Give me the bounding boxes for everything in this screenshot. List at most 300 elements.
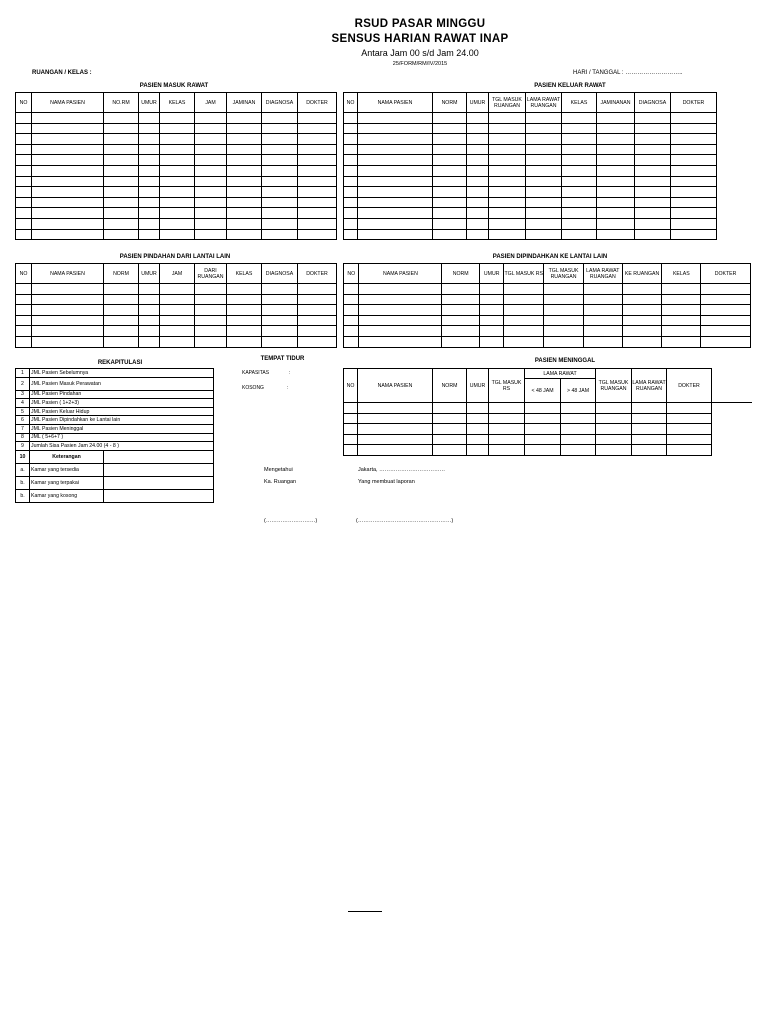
blank-cell	[32, 336, 104, 347]
blank-cell	[489, 413, 525, 424]
blank-cell	[442, 336, 480, 347]
rekap-label: JML ( 5+6+7 )	[30, 433, 214, 442]
blank-cell	[298, 218, 337, 229]
blank-cell	[358, 134, 433, 145]
blank-cell	[104, 123, 139, 134]
blank-cell	[160, 197, 195, 208]
rekap-no: 9	[16, 442, 30, 451]
blank-cell	[298, 336, 337, 347]
pasien-pindahan-title: PASIEN PINDAHAN DARI LANTAI LAIN	[119, 254, 231, 260]
blank-cell	[596, 403, 632, 414]
blank-cell	[139, 305, 160, 316]
tempat-tidur-title: TEMPAT TIDUR	[260, 356, 305, 362]
blank-cell	[32, 155, 104, 166]
blank-cell	[262, 113, 298, 124]
blank-cell	[16, 187, 32, 198]
blank-cell	[583, 284, 622, 295]
rekap-row	[16, 424, 214, 433]
blank-cell	[359, 305, 442, 316]
blank-cell	[160, 305, 195, 316]
blank-cell	[671, 197, 717, 208]
blank-cell	[504, 294, 544, 305]
blank-cell	[562, 176, 597, 187]
blank-cell	[583, 315, 622, 326]
blank-cell	[544, 284, 584, 295]
blank-cell	[489, 229, 526, 240]
blank-cell	[562, 165, 597, 176]
blank-cell	[489, 424, 525, 435]
blank-cell	[480, 326, 504, 337]
rekap-label: JML Pasien Sebelumnya	[30, 369, 214, 378]
table-row	[344, 413, 752, 424]
table-row	[16, 315, 337, 326]
blank-cell	[467, 208, 489, 219]
rekap-label: JML Pasien Pindahan	[30, 390, 214, 399]
blank-cell	[467, 229, 489, 240]
kamar-value	[104, 463, 214, 476]
col-header: NORM	[433, 93, 467, 113]
table-row	[344, 144, 717, 155]
blank-cell	[344, 284, 359, 295]
blank-cell	[195, 315, 227, 326]
blank-cell	[562, 187, 597, 198]
blank-cell	[344, 155, 358, 166]
blank-cell	[32, 315, 104, 326]
rekap-label: Jumlah Sisa Pasien Jam 24.00 (4 - 8 )	[30, 442, 214, 451]
blank-cell	[583, 294, 622, 305]
rekap-row	[16, 476, 214, 489]
rekapitulasi-table	[15, 368, 214, 503]
blank-cell	[467, 123, 489, 134]
col-header-blank	[712, 369, 752, 403]
blank-cell	[160, 176, 195, 187]
blank-cell	[139, 123, 160, 134]
blank-cell	[104, 113, 139, 124]
blank-cell	[139, 315, 160, 326]
blank-cell	[139, 229, 160, 240]
table-row	[16, 326, 337, 337]
table-row	[344, 176, 717, 187]
col-header: DIAGNOSA	[262, 264, 298, 284]
pasien-pindahan-table	[15, 263, 337, 348]
blank-cell	[561, 424, 596, 435]
col-header: UMUR	[139, 264, 160, 284]
rekap-label: JML Pasien Masuk Perawatan	[30, 377, 214, 390]
blank-cell	[489, 187, 526, 198]
blank-cell	[298, 315, 337, 326]
blank-cell	[489, 123, 526, 134]
table-row	[344, 113, 717, 124]
form-code: 25/FORM/RM/IV/2015	[392, 61, 448, 67]
blank-cell	[433, 123, 467, 134]
blank-cell	[635, 229, 671, 240]
blank-cell	[16, 315, 32, 326]
table-row	[344, 403, 752, 414]
col-header: NORM	[442, 264, 480, 284]
blank-cell	[344, 123, 358, 134]
kosong-label: KOSONG	[242, 385, 264, 391]
blank-cell	[597, 229, 635, 240]
col-header: NO	[344, 93, 358, 113]
blank-cell	[583, 326, 622, 337]
blank-cell	[433, 113, 467, 124]
blank-cell	[635, 187, 671, 198]
blank-cell	[701, 336, 751, 347]
blank-cell	[298, 113, 337, 124]
blank-cell	[489, 165, 526, 176]
blank-cell	[104, 326, 139, 337]
blank-cell	[262, 218, 298, 229]
blank-cell	[632, 434, 667, 445]
blank-cell	[442, 315, 480, 326]
col-header: UMUR	[139, 93, 160, 113]
blank-cell	[227, 134, 262, 145]
col-header: LAMA RAWAT RUANGAN	[583, 264, 622, 284]
col-header: NAMA PASIEN	[358, 369, 433, 403]
blank-cell	[160, 208, 195, 219]
col-header: DOKTER	[701, 264, 751, 284]
blank-cell	[262, 294, 298, 305]
blank-cell	[671, 165, 717, 176]
blank-cell	[562, 144, 597, 155]
col-header: DIAGNOSA	[262, 93, 298, 113]
col-header: TGL MASUK RUANGAN	[489, 93, 526, 113]
col-header: LAMA RAWAT	[525, 369, 596, 379]
blank-cell	[597, 197, 635, 208]
blank-cell	[344, 413, 358, 424]
col-header: NO.RM	[104, 93, 139, 113]
table-row	[16, 113, 337, 124]
blank-cell	[358, 229, 433, 240]
blank-cell	[504, 315, 544, 326]
blank-cell	[227, 229, 262, 240]
blank-cell	[433, 434, 467, 445]
rekap-no: 3	[16, 390, 30, 399]
blank-cell	[227, 336, 262, 347]
blank-cell	[489, 218, 526, 229]
blank-cell	[467, 413, 489, 424]
blank-cell	[489, 155, 526, 166]
blank-cell	[139, 208, 160, 219]
col-header: NAMA PASIEN	[32, 93, 104, 113]
blank-cell	[262, 197, 298, 208]
blank-cell	[433, 403, 467, 414]
blank-cell	[489, 434, 525, 445]
blank-cell	[104, 197, 139, 208]
blank-cell	[104, 218, 139, 229]
table-row	[344, 424, 752, 435]
blank-cell	[195, 155, 227, 166]
col-header: JAM	[160, 264, 195, 284]
blank-cell	[16, 176, 32, 187]
blank-cell	[433, 144, 467, 155]
blank-cell	[671, 176, 717, 187]
blank-cell	[298, 176, 337, 187]
blank-cell	[526, 113, 562, 124]
blank-cell	[671, 187, 717, 198]
blank-cell	[667, 434, 712, 445]
blank-cell	[467, 134, 489, 145]
blank-cell	[701, 326, 751, 337]
blank-cell	[662, 305, 701, 316]
blank-cell	[635, 218, 671, 229]
blank-cell	[227, 284, 262, 295]
rekap-row	[16, 390, 214, 399]
blank-cell	[262, 187, 298, 198]
table-row	[16, 336, 337, 347]
signature-line-pembuat: (……………………………………………)	[356, 518, 454, 524]
blank-cell	[358, 434, 433, 445]
blank-cell	[489, 403, 525, 414]
blank-cell	[622, 336, 662, 347]
blank-cell	[344, 294, 359, 305]
blank-cell	[359, 294, 442, 305]
table-row	[16, 284, 337, 295]
col-header: NORM	[433, 369, 467, 403]
blank-cell	[32, 197, 104, 208]
blank-cell	[227, 326, 262, 337]
blank-cell	[433, 165, 467, 176]
blank-cell	[104, 144, 139, 155]
blank-cell	[344, 424, 358, 435]
blank-cell	[667, 403, 712, 414]
blank-cell	[561, 413, 596, 424]
blank-cell	[32, 144, 104, 155]
blank-cell	[195, 218, 227, 229]
blank-cell	[489, 176, 526, 187]
blank-cell	[227, 187, 262, 198]
table-row	[344, 284, 751, 295]
blank-cell	[262, 305, 298, 316]
blank-cell	[597, 176, 635, 187]
blank-cell	[433, 155, 467, 166]
blank-cell	[635, 165, 671, 176]
blank-cell	[195, 326, 227, 337]
blank-cell	[104, 208, 139, 219]
col-header: TGL MASUK RUANGAN	[596, 369, 632, 403]
blank-cell	[433, 197, 467, 208]
blank-cell	[298, 187, 337, 198]
blank-cell	[227, 294, 262, 305]
blank-cell	[298, 155, 337, 166]
blank-cell	[16, 336, 32, 347]
blank-cell	[433, 413, 467, 424]
blank-cell	[433, 176, 467, 187]
rekap-no: 8	[16, 433, 30, 442]
blank-cell	[195, 176, 227, 187]
blank-cell	[671, 229, 717, 240]
blank-cell	[635, 113, 671, 124]
blank-cell	[298, 197, 337, 208]
blank-cell	[526, 123, 562, 134]
blank-cell	[671, 144, 717, 155]
blank-cell	[358, 144, 433, 155]
blank-cell	[358, 413, 433, 424]
table-row	[344, 187, 717, 198]
blank-cell	[160, 123, 195, 134]
blank-cell	[544, 315, 584, 326]
blank-cell	[467, 187, 489, 198]
blank-cell	[32, 176, 104, 187]
blank-cell	[544, 336, 584, 347]
table-row	[16, 134, 337, 145]
blank-cell	[467, 218, 489, 229]
blank-cell	[139, 165, 160, 176]
blank-cell	[596, 434, 632, 445]
blank-cell	[561, 445, 596, 456]
blank-cell	[160, 294, 195, 305]
blank-cell	[32, 294, 104, 305]
blank-cell	[227, 197, 262, 208]
blank-cell	[526, 144, 562, 155]
blank-cell	[597, 155, 635, 166]
blank-cell	[596, 413, 632, 424]
hari-tanggal-label: HARI / TANGGAL : ………………………..	[573, 70, 683, 76]
rekap-label: JML Pasien Dipindahkan ke Lantai lain	[30, 416, 214, 425]
table-row	[344, 434, 752, 445]
blank-cell	[489, 113, 526, 124]
blank-cell	[562, 113, 597, 124]
table-row	[16, 218, 337, 229]
rekap-row	[16, 489, 214, 502]
blank-cell	[344, 315, 359, 326]
table-row	[16, 208, 337, 219]
blank-cell	[442, 326, 480, 337]
blank-cell	[358, 176, 433, 187]
kamar-label: Kamar yang tersedia	[30, 463, 104, 476]
jakarta-date-label: Jakarta, ………………………………	[358, 467, 446, 473]
blank-cell	[526, 165, 562, 176]
blank-cell	[504, 336, 544, 347]
blank-cell	[480, 305, 504, 316]
blank-cell	[671, 218, 717, 229]
blank-cell	[480, 336, 504, 347]
blank-cell	[195, 294, 227, 305]
blank-cell	[358, 165, 433, 176]
blank-cell	[667, 413, 712, 424]
blank-cell	[344, 403, 358, 414]
blank-cell	[227, 155, 262, 166]
blank-cell	[160, 134, 195, 145]
rekap-row	[16, 433, 214, 442]
time-range: Antara Jam 00 s/d Jam 24.00	[361, 48, 479, 58]
table-row	[344, 134, 717, 145]
col-header: NAMA PASIEN	[359, 264, 442, 284]
blank-cell	[344, 165, 358, 176]
blank-cell	[489, 144, 526, 155]
table-row	[344, 305, 751, 316]
blank-cell	[526, 218, 562, 229]
blank-cell	[358, 424, 433, 435]
col-header: DIAGNOSA	[635, 93, 671, 113]
col-header: DARI RUANGAN	[195, 264, 227, 284]
blank-cell	[344, 305, 359, 316]
blank-cell	[442, 305, 480, 316]
mengetahui-label: Mengetahui	[264, 467, 293, 473]
blank-cell	[562, 134, 597, 145]
blank-cell	[227, 305, 262, 316]
blank-cell	[561, 403, 596, 414]
blank-cell	[195, 123, 227, 134]
blank-cell	[632, 413, 667, 424]
blank-cell	[160, 326, 195, 337]
blank-cell	[635, 123, 671, 134]
blank-cell	[671, 155, 717, 166]
blank-cell	[195, 197, 227, 208]
col-header: NO	[16, 264, 32, 284]
blank-cell	[160, 336, 195, 347]
table-row	[16, 294, 337, 305]
blank-cell	[635, 197, 671, 208]
blank-cell	[32, 123, 104, 134]
rekap-row	[16, 407, 214, 416]
blank-cell	[467, 165, 489, 176]
signature-line-ka-ruangan: (………………………)	[264, 518, 318, 524]
blank-cell	[597, 218, 635, 229]
blank-cell	[160, 218, 195, 229]
blank-cell	[195, 229, 227, 240]
blank-cell	[344, 229, 358, 240]
blank-cell	[632, 403, 667, 414]
rekap-no: b.	[16, 476, 30, 489]
rekap-no: 10	[16, 450, 30, 463]
rekap-label: JML Pasien ( 1+2+3)	[30, 399, 214, 408]
col-header: TGL MASUK RS	[489, 369, 525, 403]
col-header: KELAS	[160, 93, 195, 113]
blank-cell	[701, 284, 751, 295]
blank-cell	[104, 305, 139, 316]
blank-cell	[635, 208, 671, 219]
blank-cell	[104, 176, 139, 187]
rekap-no: a.	[16, 463, 30, 476]
blank-cell	[467, 424, 489, 435]
blank-cell	[442, 284, 480, 295]
blank-cell	[298, 123, 337, 134]
blank-cell	[525, 413, 561, 424]
blank-cell	[701, 305, 751, 316]
blank-cell	[262, 165, 298, 176]
col-header: KE RUANGAN	[622, 264, 662, 284]
pasien-masuk-table	[15, 92, 337, 240]
blank-cell	[16, 134, 32, 145]
blank-cell	[262, 326, 298, 337]
kapasitas-label: KAPASITAS	[242, 370, 270, 376]
blank-cell	[583, 305, 622, 316]
blank-cell	[195, 284, 227, 295]
keterangan-value	[104, 450, 214, 463]
col-header: > 48 JAM	[561, 379, 596, 403]
blank-cell	[139, 113, 160, 124]
blank-cell	[526, 208, 562, 219]
keterangan-label: Keterangan	[30, 450, 104, 463]
blank-cell	[139, 155, 160, 166]
blank-cell	[227, 315, 262, 326]
blank-cell	[597, 134, 635, 145]
blank-cell	[433, 187, 467, 198]
blank-cell	[160, 229, 195, 240]
blank-cell	[467, 445, 489, 456]
blank-cell	[16, 123, 32, 134]
blank-cell	[16, 208, 32, 219]
blank-cell	[139, 197, 160, 208]
rekap-no: 4	[16, 399, 30, 408]
blank-cell	[433, 208, 467, 219]
blank-cell	[16, 218, 32, 229]
table-row	[344, 208, 717, 219]
blank-cell	[160, 315, 195, 326]
blank-cell	[298, 208, 337, 219]
blank-cell	[16, 155, 32, 166]
